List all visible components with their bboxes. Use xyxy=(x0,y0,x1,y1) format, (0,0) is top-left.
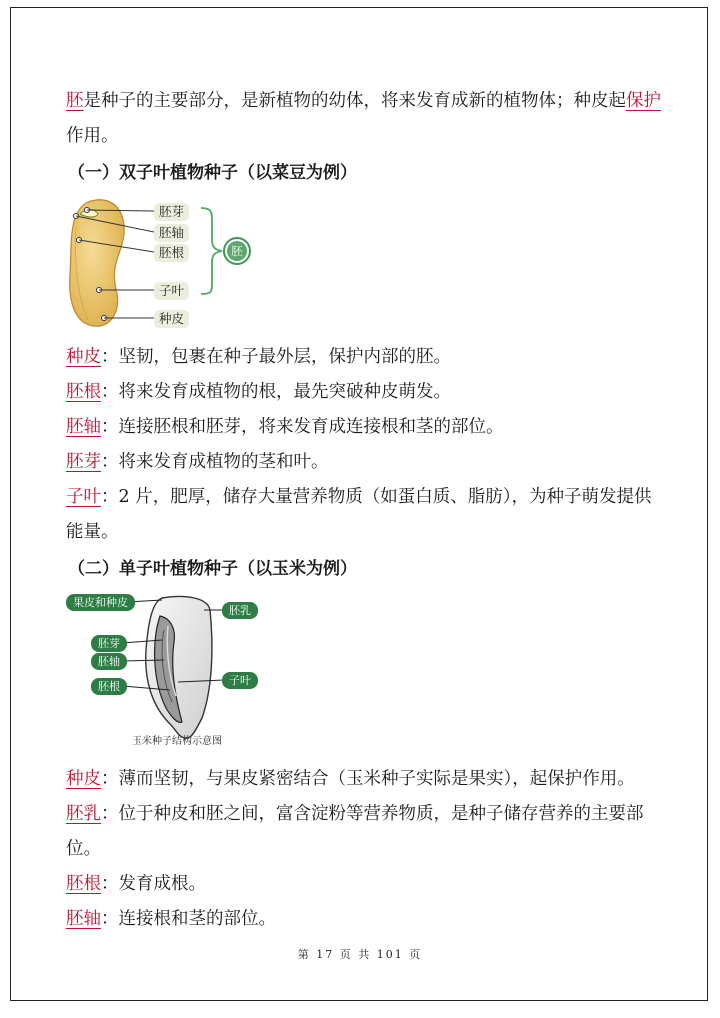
label-corn-plumule: 胚芽 xyxy=(91,635,127,652)
term-embryo: 胚 xyxy=(66,91,84,111)
s2-item-endosperm xyxy=(66,797,666,867)
s1-term-radicle: 胚根 xyxy=(66,382,101,402)
page-footer: 第 17 页 共 101 页 xyxy=(297,948,423,961)
bean-seed-figure xyxy=(66,194,266,334)
s2-term-endosperm: 胚乳 xyxy=(66,804,101,824)
label-cotyledon: 子叶 xyxy=(154,282,189,300)
s1-term-plumule: 胚芽 xyxy=(66,452,101,472)
s1-item-radicle xyxy=(66,375,666,410)
s2-text-endosperm: ：位于种皮和胚之间，富含淀粉等营养物质，是种子储存营养的主要部位。 xyxy=(66,804,644,859)
label-plumule: 胚芽 xyxy=(154,203,189,221)
corn-figure-caption: 玉米种子结构示意图 xyxy=(132,736,222,747)
s1-term-seed-coat: 种皮 xyxy=(66,347,101,367)
embryo-circle-label xyxy=(223,237,251,265)
label-hypocotyl: 胚轴 xyxy=(154,224,189,242)
s1-term-cotyledon: 子叶 xyxy=(66,487,101,507)
s1-item-cotyledon xyxy=(66,480,666,550)
label-corn-radicle: 胚根 xyxy=(91,678,127,695)
label-radicle: 胚根 xyxy=(154,244,189,262)
s1-item-hypocotyl xyxy=(66,410,666,445)
intro-text-end: 作用。 xyxy=(66,126,119,146)
label-endosperm: 胚乳 xyxy=(222,602,258,619)
section1-heading: （一）双子叶植物种子（以菜豆为例） xyxy=(68,163,357,183)
label-corn-hypocotyl: 胚轴 xyxy=(91,653,127,670)
s1-text-seed-coat: ：坚韧，包裹在种子最外层，保护内部的胚。 xyxy=(101,347,451,367)
intro-text: 是种子的主要部分，是新植物的幼体，将来发育成新的植物体；种皮起 xyxy=(83,91,626,111)
s1-term-hypocotyl: 胚轴 xyxy=(66,417,101,437)
corn-seed-figure xyxy=(66,590,276,758)
s1-item-seed-coat xyxy=(66,340,666,375)
s2-term-hypocotyl: 胚轴 xyxy=(66,909,101,929)
s2-text-radicle: ：发育成根。 xyxy=(101,874,206,894)
s2-item-seed-coat xyxy=(66,762,666,797)
term-protection: 保护 xyxy=(626,91,661,111)
s2-text-seed-coat: ：薄而坚韧，与果皮紧密结合（玉米种子实际是果实），起保护作用。 xyxy=(101,769,635,789)
s1-text-plumule: ：将来发育成植物的茎和叶。 xyxy=(101,452,329,472)
s1-text-cotyledon: ：2 片，肥厚，储存大量营养物质（如蛋白质、脂肪），为种子萌发提供能量。 xyxy=(66,487,652,542)
label-corn-cotyledon: 子叶 xyxy=(222,672,258,689)
s2-text-hypocotyl: ：连接根和茎的部位。 xyxy=(101,909,276,929)
section2-heading: （二）单子叶植物种子（以玉米为例） xyxy=(68,559,357,579)
s1-item-plumule xyxy=(66,445,666,480)
s1-text-radicle: ：将来发育成植物的根，最先突破种皮萌发。 xyxy=(101,382,451,402)
embryo-bracket xyxy=(201,208,222,294)
label-seed-coat: 种皮 xyxy=(154,310,189,328)
s2-item-radicle xyxy=(66,867,666,902)
s2-item-hypocotyl xyxy=(66,902,666,937)
intro-paragraph xyxy=(66,84,666,154)
embryo-circle-text: 胚 xyxy=(227,241,247,261)
label-pericarp-seed-coat: 果皮和种皮 xyxy=(66,594,135,611)
page-content xyxy=(66,84,666,937)
s2-term-seed-coat: 种皮 xyxy=(66,769,101,789)
s1-text-hypocotyl: ：连接胚根和胚芽，将来发育成连接根和茎的部位。 xyxy=(101,417,504,437)
s2-term-radicle: 胚根 xyxy=(66,874,101,894)
